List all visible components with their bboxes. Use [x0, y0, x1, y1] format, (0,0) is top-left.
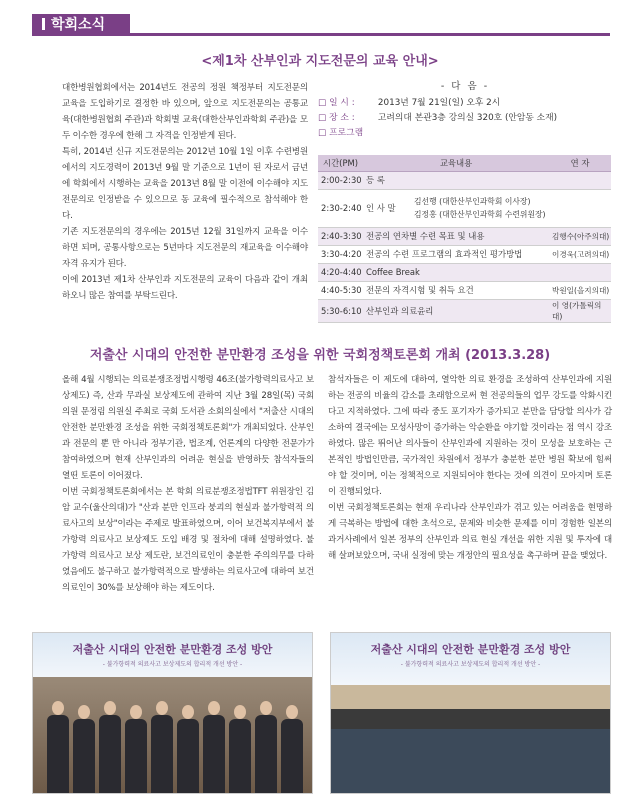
square-bullet-icon: □ [318, 128, 327, 138]
person-head [130, 705, 142, 719]
table-row [318, 245, 611, 263]
article2-paragraph: 이번 국회정책토론회는 현재 우리나라 산부인과가 겪고 있는 어려움을 현명하게 극복하는 방법에 대한 초석으로, 문제와 비슷한 문제를 이미 경험한 일본의 과거사례에서 일본 정부의 산부인과 의료 현실 개선을 위한 지원 및 투자에 대해 살펴보았으며, 국내 실정에 맞는 개정안의 필요성을 촉구하며 끝을 맺었다. [328, 503, 612, 561]
square-bullet-icon: □ [318, 98, 327, 108]
date-value: 2013년 7월 21일(일) 오후 2시 [377, 98, 501, 108]
article2-title: 저출산 시대의 안전한 분만환경 조성을 위한 국회정책토론회 개최 (2013.3.28) [89, 348, 551, 363]
person-figure [281, 719, 303, 794]
notice-date [318, 96, 612, 111]
person-figure [203, 715, 225, 794]
person-head [260, 701, 272, 715]
article2-paragraph: 참석자들은 이 제도에 대하여, 열악한 의료 환경을 조성하여 산부인과에 지원하는 전공의 비율의 감소를 초래함으로써 현 전공의들의 업무 강도를 악화시킨다고 지적하였다. 그에 따라 중도 포기자가 증가되고 분만을 담당할 의사가 감소하여 결국에는 모성사망이 증가하는 악순환을 야기할 것이라는 점 역시 강조하였다. 많은 뛰어난 의사들이 산부인과에 지원하는 것이 모성을 보호하는 근본적인 방법인만큼, 국가적인 차원에서 정부가 충분한 분만 병원 확보에 힘써야 할 것이며, 이는 정책적으로 지원되어야 한다는 것에 의견이 모아지며 토론이 진행되었다. [328, 375, 612, 497]
article1-paragraph: 특히, 2014년 신규 지도전문의는 2012년 10월 1일 이후 수련병원에서의 지도경력이 2013년 9월 말 기준으로 1년이 된 자로서 금년에 학회에서 시행하는 교육을 2013년 8월 말 이전에 이수해야 지도전문의로 인정받을 수 있으므로 동 교육에 필수적으로 참석해야 한다. [62, 147, 308, 221]
column-header: 시간(PM) [318, 155, 363, 171]
section-header-label: 학회소식 [51, 17, 106, 33]
article1-paragraph: 기존 지도전문의의 경우에는 2015년 12월 31일까지 교육을 이수하면 되며, 공통사항으로는 5년마다 지도전문의 재교육을 이수해야 자격 유지가 된다. [62, 227, 308, 269]
speaker-cell: 이경욱(고려의대) [549, 245, 611, 263]
group-photo [32, 632, 313, 794]
program-label: 프로그램 [329, 128, 364, 138]
person-figure [47, 715, 69, 794]
person-head [104, 701, 116, 715]
content-cell: Coffee Break [363, 263, 549, 281]
table-row [318, 171, 611, 189]
place-label: 장 소 : [329, 113, 355, 123]
person-head [182, 705, 194, 719]
table-row [318, 281, 611, 299]
person-figure [151, 715, 173, 794]
table-row [318, 227, 611, 245]
article2-body-right [328, 372, 612, 564]
person-head [156, 701, 168, 715]
section-header-bar [32, 14, 610, 36]
column-header: 연 자 [549, 155, 611, 171]
greeting-cell [363, 189, 611, 227]
notice-program [318, 126, 612, 141]
section-header-tab [32, 14, 130, 36]
audience [331, 729, 610, 793]
header-bar-icon [42, 18, 45, 30]
person-figure [99, 715, 121, 794]
person-figure [177, 719, 199, 794]
content-cell: 전공의 수련 프로그램의 효과적인 평가방법 [363, 245, 549, 263]
forum-photo [330, 632, 611, 794]
article1-paragraph: 대한병원협회에서는 2014년도 전공의 정원 책정부터 지도전문의 교육을 도입하기로 결정한 바 있으며, 앞으로 지도전문의는 공통교육(대한병원협회 주관)과 학회별 교육(대한산부인과학회 주관)을 모두 이수한 경우에 한해 그 자격을 인정받게 된다. [62, 83, 308, 141]
time-cell: 4:20-4:40 [318, 263, 363, 281]
table-row [318, 189, 611, 227]
banner-subtitle: - 불가항력적 의료사고 보상제도의 합리적 개선 방안 - [102, 661, 243, 668]
person-figure [125, 719, 147, 794]
article1-body [62, 80, 308, 304]
article2-paragraph: 이번 국회정책토론회에서는 본 학회 의료분쟁조정법TFT 위원장인 김암 교수(울산의대)가 "산과 분만 인프라 붕괴의 현실과 불가항력적 의료사고의 보상"이라는 주제로 발표하였으며, 이어 보건복지부에서 불가항력 의료사고 보상제도 도입 배경 및 절차에 대해 설명하였다. 불가항력 의료사고 보상 제도란, 보건의료인이 충분한 주의의무를 다하였음에도 불구하고 불가항력적으로 발생하는 의료사고에 대하여 보건의료인이 30%를 보상해야 하는 제도이다. [62, 487, 314, 593]
speaker-cell [549, 263, 611, 281]
banner-title: 저출산 시대의 안전한 분만환경 조성 방안 [370, 643, 571, 656]
speaker-cell [414, 192, 546, 224]
table-header-row [318, 155, 611, 171]
person-head [208, 701, 220, 715]
article2-paragraph: 올해 4월 시행되는 의료분쟁조정법시행령 46조(불가항력의료사고 보상제도) 즉, 산과 무과실 보상제도에 관하여 지난 3월 28일(목) 국회의원 문정림 의원실 주최로 국회 도서관 소회의실에서 "저출산 시대의 안전한 분만환경 조성을 위한 국회정책토론회"가 개최되었다. 산부인과 전문의 뿐 만 아니라 정부기관, 법조계, 언론계의 다양한 전문가가 참여하였으며 현재 산부인과의 어려운 현실을 반영하듯 참석자들의 열띤 토론이 이어졌다. [62, 375, 314, 481]
speaker-cell [549, 171, 611, 189]
person-figure [73, 719, 95, 794]
person-head [234, 705, 246, 719]
article1-paragraph: 이에 2013년 제1차 산부인과 지도전문의 교육이 다음과 같이 개최하오니 많은 참여를 부탁드린다. [62, 275, 308, 301]
article1-title: <제1차 산부인과 지도전문의 교육 안내> [201, 54, 439, 69]
banner-subtitle: - 불가항력적 의료사고 보상제도의 합리적 개선 방안 - [400, 661, 541, 668]
time-cell: 2:40-3:30 [318, 227, 363, 245]
content-cell: 전공의 연차별 수련 목표 및 내용 [363, 227, 549, 245]
speaker-cell: 박원일(을지의대) [549, 281, 611, 299]
person-head [286, 705, 298, 719]
column-header: 교육내용 [363, 155, 549, 171]
person-figure [255, 715, 277, 794]
person-head [78, 705, 90, 719]
content-cell: 산부인과 의료윤리 [363, 299, 549, 322]
article2-body-left [62, 372, 314, 596]
time-cell: 3:30-4:20 [318, 245, 363, 263]
program-schedule-table [318, 155, 611, 323]
time-cell: 2:00-2:30 [318, 171, 363, 189]
banner-title: 저출산 시대의 안전한 분만환경 조성 방안 [72, 643, 273, 656]
speaker-cell: 이 영(가톨릭의대) [549, 299, 611, 322]
place-value: 고려의대 본관3층 강의실 320호 (안암동 소재) [377, 113, 558, 123]
table-row [318, 299, 611, 322]
speaker-name: 김정홍 (대한산부인과학회 수련위원장) [414, 210, 546, 219]
content-cell: 인 사 말 [366, 203, 396, 213]
speaker-name: 김선행 (대한산부인과학회 이사장) [414, 197, 531, 206]
person-head [52, 701, 64, 715]
time-cell: 4:40-5:30 [318, 281, 363, 299]
photo-banner [33, 633, 312, 677]
table-row [318, 263, 611, 281]
person-figure [229, 719, 251, 794]
time-cell: 2:30-2:40 [318, 189, 363, 227]
event-notice [318, 78, 612, 141]
time-cell: 5:30-6:10 [318, 299, 363, 322]
date-label: 일 시 : [329, 98, 355, 108]
panel-table [331, 709, 610, 731]
speaker-cell: 김행수(아주의대) [549, 227, 611, 245]
square-bullet-icon: □ [318, 113, 327, 123]
photo-banner [331, 633, 610, 685]
notice-place [318, 111, 612, 126]
notice-heading: - 다 음 - [440, 81, 490, 92]
content-cell: 전문의 자격시험 및 취득 요건 [363, 281, 549, 299]
content-cell: 등 록 [363, 171, 549, 189]
